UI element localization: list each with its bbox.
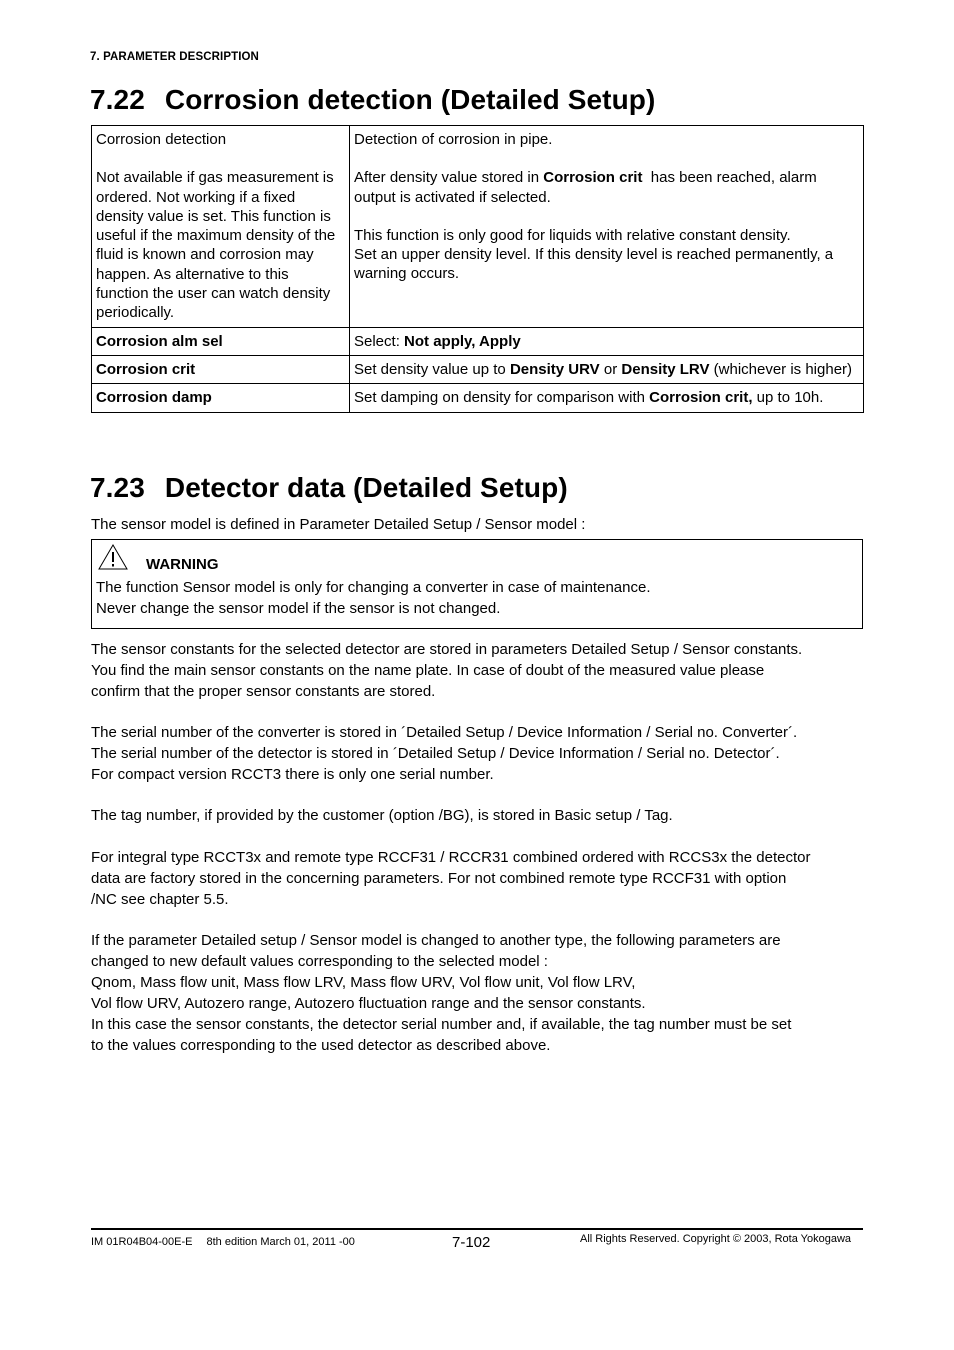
section-number: 7.23 <box>90 472 145 503</box>
intro-text: The sensor model is defined in Parameter Detailed Setup / Sensor model : <box>91 516 586 533</box>
param-desc-line: Detection of corrosion in pipe. <box>354 131 553 148</box>
warning-title: WARNING <box>146 556 219 573</box>
table-row <box>92 126 864 328</box>
param-ref: Density URV <box>509 360 600 378</box>
param-ref: Corrosion crit <box>543 169 643 187</box>
param-name: Corrosion detection <box>96 131 227 148</box>
footer-doc-info <box>91 1236 355 1248</box>
corrosion-parameter-table <box>91 125 864 413</box>
paragraph-tag-number: The tag number, if provided by the customer (option /BG), is stored in Basic setup / Tag. <box>91 807 673 824</box>
paragraph-model-change: If the parameter Detailed setup / Sensor model is changed to another type, the following parameters are changed to new default values corresponding to the selected model : Qnom, Mass flow unit, Mass flow LRV, Mass flow URV, Vol flow unit, Vol flow LRV, Vol flow URV, Autozero range, Autozero fluctuation range and the sensor constants. In this case the sensor constants, the detector serial number and, if available, the tag number must be set to the values corresponding to the used detector as described above. <box>91 932 792 1054</box>
section-title: Corrosion detection (Detailed Setup) <box>164 84 656 115</box>
param-options: Not apply, Apply <box>404 332 521 350</box>
warning-box <box>91 539 863 629</box>
param-name: Corrosion crit <box>92 355 350 383</box>
section-title: Detector data (Detailed Setup) <box>164 472 568 503</box>
param-name-cell <box>92 126 350 328</box>
section-number: 7.22 <box>90 84 145 115</box>
paragraph-sensor-constants: The sensor constants for the selected detector are stored in parameters Detailed Setup / Sensor constants. You find the main sensor constants on the name plate. In case of doubt of the measured value please confirm that the proper sensor constants are stored. <box>91 641 803 700</box>
param-desc-cell: Set damping on density for comparison with Corrosion crit, up to 10h. <box>350 384 864 412</box>
footer-edition: 8th edition March 01, 2011 -00 <box>206 1236 355 1248</box>
param-desc-line: Set an upper density level. If this density level is reached permanently, a warning occurs. <box>354 246 834 283</box>
param-name: Corrosion alm sel <box>92 327 350 355</box>
param-desc-cell: Select: Not apply, Apply <box>350 327 864 355</box>
section-heading-7-23 <box>90 472 568 504</box>
param-name: Corrosion damp <box>92 384 350 412</box>
table-row <box>92 384 864 412</box>
paragraph-serial-numbers: The serial number of the converter is stored in ´Detailed Setup / Device Information / Serial no. Converter´. The serial number of the detector is stored in ´Detailed Setup / Device Information / Serial no. Detector´. For compact version RCCT3 there is only one serial number. <box>91 724 798 783</box>
param-ref: Density LRV <box>621 360 710 378</box>
warning-line: Never change the sensor model if the sensor is not changed. <box>96 600 501 617</box>
footer-doc-id: IM 01R04B04-00E-E <box>91 1236 193 1248</box>
param-desc-line: After density value stored in Corrosion crit has been reached, alarm output is activated if selected. <box>354 169 821 206</box>
param-note: Not available if gas measurement is ordered. Not working if a fixed density value is set. This function is useful if the maximum density of the fluid is known and corrosion may happen. As alternative to this function the user can watch density periodically. <box>96 169 336 322</box>
param-desc-cell: Set density value up to Density URV or Density LRV (whichever is higher) <box>350 355 864 383</box>
footer-copyright: All Rights Reserved. Copyright © 2003, Rota Yokogawa <box>580 1233 852 1245</box>
param-ref: Corrosion crit, <box>649 389 753 407</box>
footer-rule <box>91 1228 863 1230</box>
table-row <box>92 355 864 383</box>
paragraph-factory-stored: For integral type RCCT3x and remote type RCCF31 / RCCR31 combined ordered with RCCS3x the detector data are factory stored in the concerning parameters. For not combined remote type RCCF31 with option /NC see chapter 5.5. <box>91 849 811 908</box>
warning-triangle-icon <box>98 544 128 570</box>
table-row <box>92 327 864 355</box>
param-desc-line: This function is only good for liquids with relative constant density. <box>354 226 791 244</box>
page-number: 7-102 <box>452 1234 491 1251</box>
section-heading-7-22 <box>90 84 655 116</box>
warning-line: The function Sensor model is only for changing a converter in case of maintenance. <box>96 579 651 596</box>
running-header: 7. PARAMETER DESCRIPTION <box>90 51 259 63</box>
param-desc-cell <box>350 126 864 328</box>
